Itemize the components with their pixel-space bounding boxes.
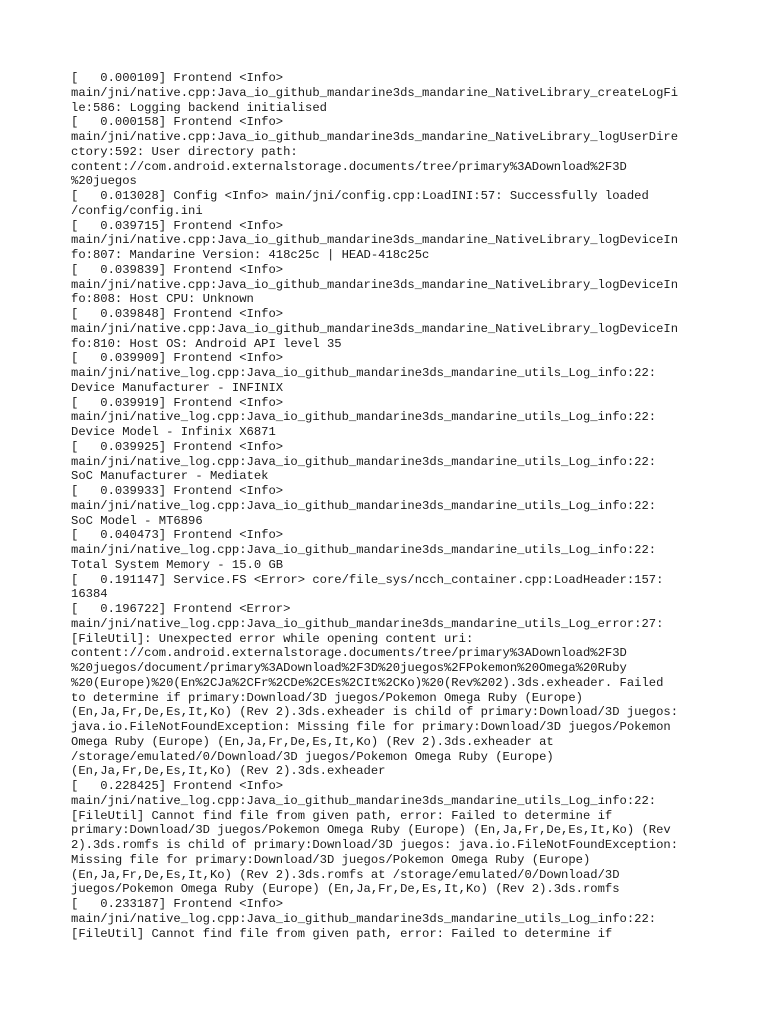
log-line: [ 0.191147] Service.FS <Error> core/file_sys/ncch_container.cpp:LoadHeader:157: <box>71 572 664 587</box>
log-line: [ 0.013028] Config <Info> main/jni/config.cpp:LoadINI:57: Successfully loaded <box>71 189 649 203</box>
log-line: Missing file for primary:Download/3D juegos/Pokemon Omega Ruby (Europe) <box>71 852 591 867</box>
log-line: Device Manufacturer - INFINIX <box>71 380 284 395</box>
log-line: SoC Model - MT6896 <box>71 513 203 528</box>
log-line: [ 0.233187] Frontend <Info> <box>71 897 284 911</box>
log-line: main/jni/native_log.cpp:Java_io_github_mandarine3ds_mandarine_utils_Log_info:22: <box>71 543 657 557</box>
log-line: fo:810: Host OS: Android API level 35 <box>71 336 342 351</box>
log-line: to determine if primary:Download/3D juegos/Pokemon Omega Ruby (Europe) <box>71 690 583 705</box>
log-line: main/jni/native_log.cpp:Java_io_github_mandarine3ds_mandarine_utils_Log_info:22: <box>71 410 657 425</box>
log-text <box>71 71 711 941</box>
log-line: [ 0.039839] Frontend <Info> <box>71 262 284 277</box>
log-line: [ 0.039919] Frontend <Info> <box>71 395 284 410</box>
log-line: [ 0.039925] Frontend <Info> <box>71 439 284 454</box>
log-line: main/jni/native.cpp:Java_io_github_mandarine3ds_mandarine_NativeLibrary_createLogFi <box>71 85 679 100</box>
log-line: content://com.android.externalstorage.documents/tree/primary%3ADownload%2F3D <box>71 159 627 174</box>
log-line: primary:Download/3D juegos/Pokemon Omega Ruby (Europe) (En,Ja,Fr,De,Es,It,Ko) (Rev <box>71 823 671 838</box>
log-line: [ 0.000158] Frontend <Info> <box>71 115 284 130</box>
log-line: /config/config.ini <box>71 203 203 218</box>
log-line: %20(Europe)%20(En%2CJa%2CFr%2CDe%2CEs%2CIt%2CKo)%20(Rev%202).3ds.exheader. Failed <box>71 675 664 690</box>
log-line: main/jni/native_log.cpp:Java_io_github_mandarine3ds_mandarine_utils_Log_info:22: <box>71 911 657 926</box>
log-line: %20juegos/document/primary%3ADownload%2F3D%20juegos%2FPokemon%20Omega%20Ruby <box>71 661 627 675</box>
log-line: %20juegos <box>71 174 137 189</box>
log-line: 2).3ds.romfs is child of primary:Download/3D juegos: java.io.FileNotFoundException: <box>71 838 679 852</box>
log-line: main/jni/native.cpp:Java_io_github_mandarine3ds_mandarine_NativeLibrary_logUserDire <box>71 130 679 144</box>
log-line: fo:807: Mandarine Version: 418c25c | HEAD-418c25c <box>71 248 430 262</box>
log-line: [ 0.039715] Frontend <Info> <box>71 218 284 233</box>
log-line: (En,Ja,Fr,De,Es,It,Ko) (Rev 2).3ds.exheader is child of primary:Download/3D juegos: <box>71 705 679 720</box>
log-line: Total System Memory - 15.0 GB <box>71 557 284 572</box>
log-line: [ 0.039933] Frontend <Info> <box>71 484 284 498</box>
log-line: content://com.android.externalstorage.documents/tree/primary%3ADownload%2F3D <box>71 646 627 661</box>
log-line: main/jni/native_log.cpp:Java_io_github_mandarine3ds_mandarine_utils_Log_info:22: <box>71 454 657 469</box>
log-line: fo:808: Host CPU: Unknown <box>71 292 254 307</box>
log-line: main/jni/native_log.cpp:Java_io_github_mandarine3ds_mandarine_utils_Log_info:22: <box>71 366 657 380</box>
log-line: (En,Ja,Fr,De,Es,It,Ko) (Rev 2).3ds.exheader <box>71 764 386 779</box>
log-line: [FileUtil] Cannot find file from given path, error: Failed to determine if <box>71 926 613 941</box>
log-line: [FileUtil]: Unexpected error while opening content uri: <box>71 631 474 646</box>
log-line: java.io.FileNotFoundException: Missing file for primary:Download/3D juegos/Pokemon <box>71 720 671 734</box>
log-line: main/jni/native_log.cpp:Java_io_github_mandarine3ds_mandarine_utils_Log_info:22: <box>71 498 657 513</box>
log-line: main/jni/native_log.cpp:Java_io_github_mandarine3ds_mandarine_utils_Log_info:22: <box>71 793 657 808</box>
log-line: Omega Ruby (Europe) (En,Ja,Fr,De,Es,It,Ko) (Rev 2).3ds.exheader at <box>71 734 554 749</box>
log-line: main/jni/native.cpp:Java_io_github_mandarine3ds_mandarine_NativeLibrary_logDeviceIn <box>71 233 679 248</box>
log-line: [ 0.040473] Frontend <Info> <box>71 528 284 543</box>
log-line: /storage/emulated/0/Download/3D juegos/Pokemon Omega Ruby (Europe) <box>71 749 554 764</box>
log-line: Device Model - Infinix X6871 <box>71 425 276 439</box>
log-line: 16384 <box>71 587 108 602</box>
log-line: [ 0.000109] Frontend <Info> <box>71 71 284 85</box>
log-line: [FileUtil] Cannot find file from given path, error: Failed to determine if <box>71 808 613 823</box>
log-line: main/jni/native_log.cpp:Java_io_github_mandarine3ds_mandarine_utils_Log_error:27: <box>71 616 664 631</box>
log-line: [ 0.196722] Frontend <Error> <box>71 602 291 616</box>
log-line: SoC Manufacturer - Mediatek <box>71 469 269 484</box>
log-line: ctory:592: User directory path: <box>71 144 298 159</box>
log-line: main/jni/native.cpp:Java_io_github_mandarine3ds_mandarine_NativeLibrary_logDeviceIn <box>71 277 679 292</box>
log-line: main/jni/native.cpp:Java_io_github_mandarine3ds_mandarine_NativeLibrary_logDeviceIn <box>71 321 679 336</box>
log-line: le:586: Logging backend initialised <box>71 100 327 115</box>
log-line: [ 0.039909] Frontend <Info> <box>71 351 284 366</box>
log-line: [ 0.039848] Frontend <Info> <box>71 307 284 321</box>
log-line: [ 0.228425] Frontend <Info> <box>71 779 284 793</box>
log-line: juegos/Pokemon Omega Ruby (Europe) (En,Ja,Fr,De,Es,It,Ko) (Rev 2).3ds.romfs <box>71 882 620 897</box>
log-line: (En,Ja,Fr,De,Es,It,Ko) (Rev 2).3ds.romfs at /storage/emulated/0/Download/3D <box>71 867 620 882</box>
log-view[interactable] <box>71 71 711 951</box>
